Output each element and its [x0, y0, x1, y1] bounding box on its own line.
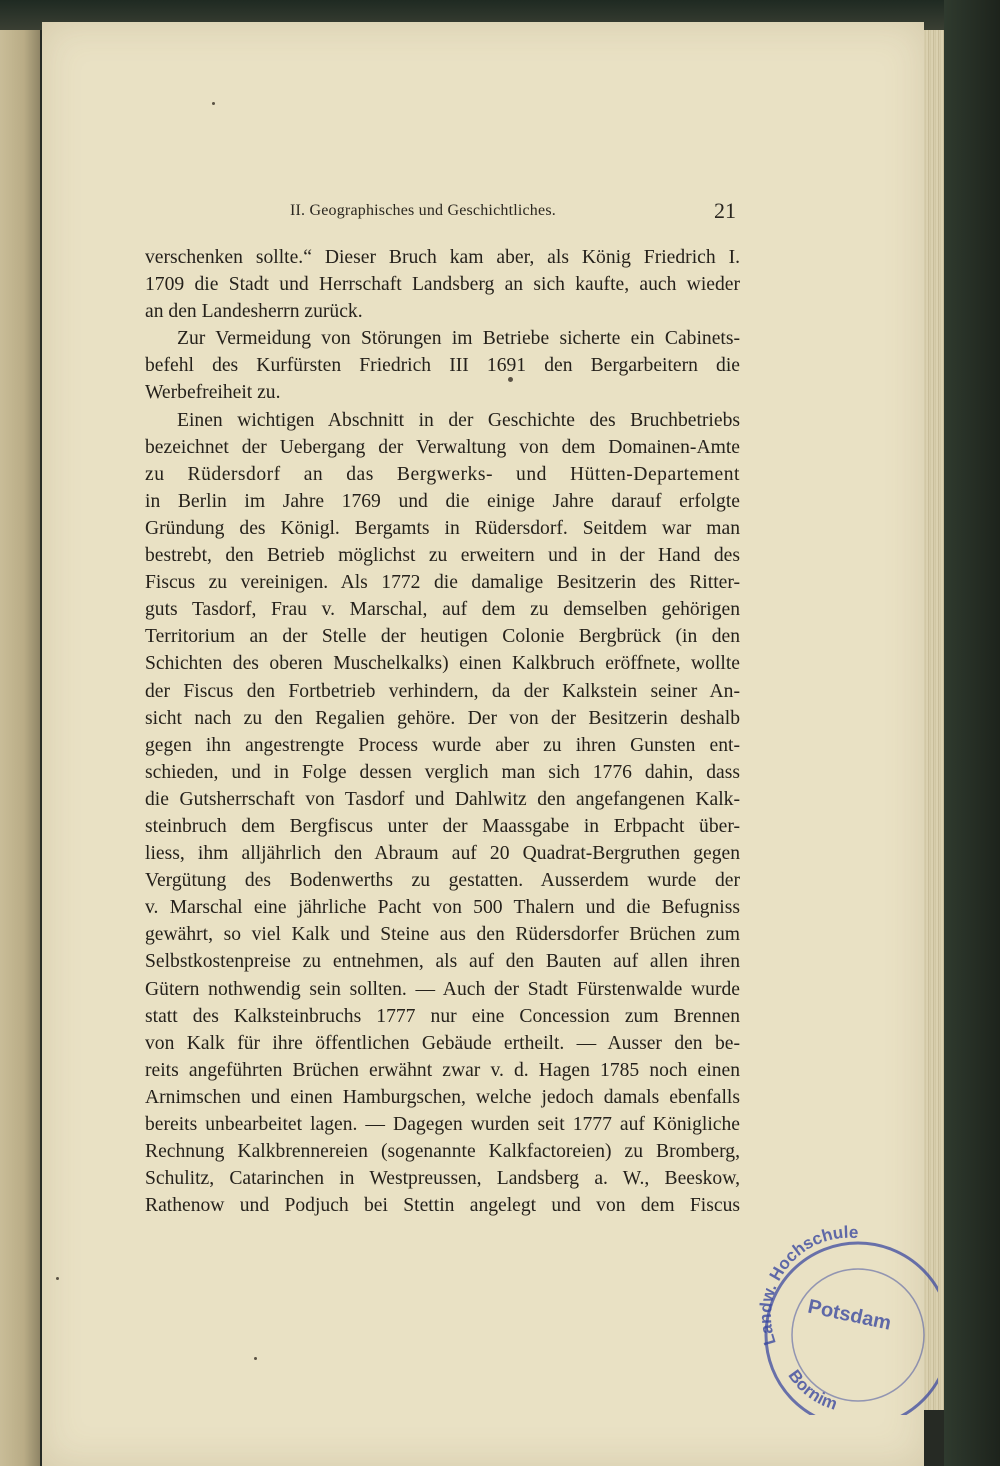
text-line: die Gutsherrschaft von Tasdorf und Dahlwitz den angefangenen Kalk-: [145, 788, 740, 810]
text-line: von Kalk für ihre öffentlichen Gebäude ertheilt. — Ausser den be-: [145, 1032, 740, 1054]
stamp-text-middle: Potsdam: [805, 1295, 894, 1335]
text-line: der Fiscus den Fortbetrieb verhindern, da der Kalkstein seiner An-: [145, 680, 740, 702]
page-header: [290, 198, 740, 232]
text-line: Arnimschen und einen Hamburgschen, welche jedoch damals ebenfalls: [145, 1086, 740, 1108]
text-line: zu Rüdersdorf an das Bergwerks- und Hütten-Departement: [145, 463, 740, 485]
text-line: Schichten des oberen Muschelkalks) einen Kalkbruch eröffnete, wollte: [145, 653, 740, 675]
speck: [56, 1277, 59, 1280]
page-block-edges: [924, 30, 944, 1410]
text-line: guts Tasdorf, Frau v. Marschal, auf dem zu demselben gehörigen: [145, 599, 740, 621]
text-line: Territorium an der Stelle der heutigen Colonie Bergbrück (in den: [145, 626, 740, 648]
text-line: Rathenow und Podjuch bei Stettin angelegt und von dem Fiscus: [145, 1195, 740, 1217]
text-line: sicht nach zu den Regalien gehöre. Der von der Besitzerin deshalb: [145, 707, 740, 729]
speck: [254, 1357, 257, 1360]
text-line: Fiscus zu vereinigen. Als 1772 die damalige Besitzerin des Ritter-: [145, 572, 740, 594]
library-stamp: [748, 1225, 938, 1415]
text-line: liess, ihm alljährlich den Abraum auf 20 Quadrat-Bergruthen gegen: [145, 843, 740, 865]
text-line: Werbefreiheit zu.: [145, 382, 281, 404]
text-line: statt des Kalksteinbruchs 1777 nur eine Concession zum Brennen: [145, 1005, 740, 1027]
text-line: v. Marschal eine jährliche Pacht von 500 Thalern und die Befugniss: [145, 897, 740, 919]
text-line: bezeichnet der Uebergang der Verwaltung von dem Domainen-Amte: [145, 436, 740, 458]
text-line: Einen wichtigen Abschnitt in der Geschichte des Bruchbetriebs: [177, 409, 740, 431]
text-line: Gründung des Königl. Bergamts in Rüdersdorf. Seitdem war man: [145, 517, 740, 539]
text-line: befehl des Kurfürsten Friedrich III 1691 den Bergarbeitern die: [145, 355, 740, 377]
text-line: Rechnung Kalkbrennereien (sogenannte Kalkfactoreien) zu Bromberg,: [145, 1141, 740, 1163]
book-binding: [944, 0, 1000, 1466]
text-line: bereits unbearbeitet lagen. — Dagegen wurden seit 1777 auf Königliche: [145, 1114, 740, 1135]
text-line: Zur Vermeidung von Störungen im Betriebe sicherte ein Cabinets-: [177, 328, 740, 350]
text-line: Vergütung des Bodenwerths zu gestatten. Ausserdem wurde der: [145, 870, 740, 892]
text-line: Selbstkostenpreise zu entnehmen, als auf den Bauten auf allen ihren: [145, 951, 740, 973]
text-line: 1709 die Stadt und Herrschaft Landsberg an sich kaufte, auch wieder: [145, 274, 740, 296]
text-line: an den Landesherrn zurück.: [145, 301, 363, 323]
text-line: Gütern nothwendig sein sollten. — Auch der Stadt Fürstenwalde wurde: [145, 978, 740, 1000]
speck: [212, 102, 215, 105]
text-line: reits angeführten Brüchen erwähnt zwar v. d. Hagen 1785 noch einen: [145, 1059, 740, 1081]
text-line: bestrebt, den Betrieb möglichst zu erweitern und in der Hand des: [145, 545, 740, 567]
facing-page-edge: [0, 30, 40, 1466]
page-number: 21: [714, 198, 736, 223]
text-line: Schulitz, Catarinchen in Westpreussen, Landsberg a. W., Beeskow,: [145, 1168, 740, 1190]
body-text: [145, 244, 740, 1219]
stamp-text-bottom: Bornim: [784, 1366, 840, 1414]
text-line: in Berlin im Jahre 1769 und die einige Jahre darauf erfolgte: [145, 490, 740, 512]
running-head: II. Geographisches und Geschichtliches.: [290, 202, 556, 219]
text-line: steinbruch dem Bergfiscus unter der Maassgabe in Erbpacht über-: [145, 815, 740, 837]
text-line: gegen ihn angestrengte Process wurde aber zu ihren Gunsten ent-: [145, 734, 740, 756]
text-line: schieden, und in Folge dessen verglich man sich 1776 dahin, dass: [145, 761, 740, 783]
text-line: gewährt, so viel Kalk und Steine aus den Rüdersdorfer Brüchen zum: [145, 924, 740, 946]
text-line: verschenken sollte.“ Dieser Bruch kam aber, als König Friedrich I.: [145, 247, 740, 268]
stamp-text-top: Landw. Hochschule: [755, 1225, 859, 1348]
